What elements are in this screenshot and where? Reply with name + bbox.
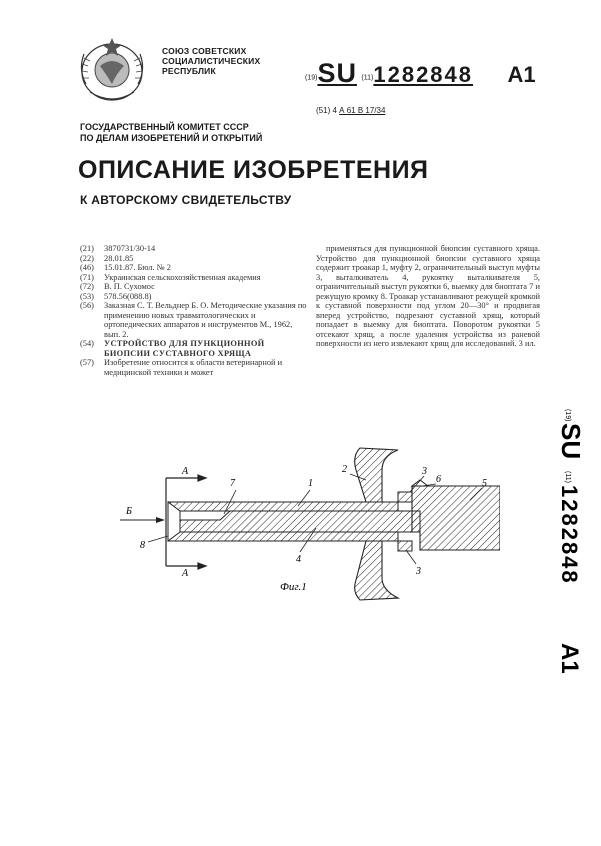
biblio-row <box>80 244 308 254</box>
biblio-row <box>80 273 308 283</box>
label-2: 2 <box>342 464 347 475</box>
document-subtitle: К АВТОРСКОМУ СВИДЕТЕЛЬСТВУ <box>80 193 292 207</box>
view-label-b: Б <box>126 506 132 517</box>
biblio-value: 28.01.85 <box>104 253 134 263</box>
union-name <box>162 46 282 76</box>
label-8: 8 <box>140 540 145 551</box>
label-4: 4 <box>296 554 301 565</box>
committee-line: ПО ДЕЛАМ ИЗОБРЕТЕНИЙ И ОТКРЫТИЙ <box>80 133 263 143</box>
committee-line: ГОСУДАРСТВЕННЫЙ КОМИТЕТ СССР <box>80 122 249 132</box>
inid-code: (56) <box>80 301 94 310</box>
abstract-start: Изобретение относится к области ветеринарной и медицинской техники и может <box>104 358 283 377</box>
inid-code: (57) <box>80 358 94 367</box>
inid-code: (72) <box>80 282 94 291</box>
biblio-value: 578.56(088.8) <box>104 291 152 301</box>
side-inid-19: (19) <box>564 409 571 422</box>
patent-number-block <box>305 58 536 92</box>
abstract-continuation <box>316 244 540 349</box>
biblio-row <box>80 292 308 302</box>
label-3-top: 3 <box>422 466 427 477</box>
patent-number: 1282848 <box>373 62 474 87</box>
label-7: 7 <box>230 478 235 489</box>
ipc-classification <box>316 106 385 115</box>
committee-name <box>80 122 340 144</box>
inid-code: (71) <box>80 272 94 282</box>
figure-1-drawing <box>120 440 500 610</box>
inid-code: (53) <box>80 291 94 301</box>
biblio-value: 15.01.87. Бюл. № 2 <box>104 263 171 272</box>
label-3-bottom: 3 <box>416 566 421 577</box>
inid-19: (19) <box>305 74 318 82</box>
document-title: ОПИСАНИЕ ИЗОБРЕТЕНИЯ <box>78 156 429 184</box>
inid-51: (51) 4 <box>316 106 337 115</box>
biblio-value: Заказная С. Т. Вельднер Б. О. Методические указания по применению новых травматологических и ортопедических аппаратов и инструментов М., 1962, вып. 2. <box>104 301 307 339</box>
label-5: 5 <box>482 478 487 489</box>
side-country-code: SU <box>556 423 586 460</box>
section-label-a-bottom: А <box>182 568 189 579</box>
side-kind-code: A1 <box>556 643 583 674</box>
ipc-code: А 61 В 17/34 <box>339 106 386 115</box>
inid-11: (11) <box>361 74 374 82</box>
inid-code: (22) <box>80 253 94 263</box>
abstract-text: применяться для пункционной биопсии суставного хряща. Устройство для пункционной биопсии суставного хряща содержит троакар 1, муфту 2, ограничительный выступ муфты 3, выталкиватель 4, рукоятку выталкивателя 5, ограничительный выступ рукоятки 6, выемку для биоптата 7 и режущую кромку 8. Троакар устанавливают режущей кромкой к суставной поверхности под углом 20—30° и продвигая вперед устройство, подрезают суставной хрящ, который попадает в выемку для биоптата. Поворотом рукоятки 5 отсекают хрящ, а после удаления устройства из раневой поверхности из него извлекают хрящ для исследований. 3 ил. <box>316 244 540 348</box>
biblio-value: Украинская сельскохозяйственная академия <box>104 272 261 282</box>
biblio-row <box>80 282 308 292</box>
inid-code: (46) <box>80 263 94 272</box>
invention-title: УСТРОЙСТВО ДЛЯ ПУНКЦИОННОЙ БИОПСИИ СУСТАВНОГО ХРЯЩА <box>104 339 265 358</box>
union-line: СОЮЗ СОВЕТСКИХ <box>162 46 247 56</box>
biblio-row <box>80 301 308 339</box>
biblio-row <box>80 263 308 273</box>
biblio-row <box>80 358 308 377</box>
inid-code: (21) <box>80 244 94 253</box>
side-patent-number-text: 1282848 <box>557 485 582 585</box>
bibliographic-data <box>80 244 308 377</box>
biblio-value: 3870731/30-14 <box>104 244 156 253</box>
kind-code: A1 <box>507 62 536 87</box>
label-1: 1 <box>308 478 313 489</box>
side-inid-11: (11) <box>564 471 571 483</box>
inid-code: (54) <box>80 339 94 348</box>
union-line: РЕСПУБЛИК <box>162 66 216 76</box>
country-code: SU <box>317 58 357 88</box>
section-label-a-top: А <box>182 466 189 477</box>
figure-caption: Фиг.1 <box>280 581 307 593</box>
biblio-value: В. П. Сухомос <box>104 282 155 291</box>
biblio-row <box>80 254 308 264</box>
ussr-emblem <box>72 34 152 108</box>
label-6: 6 <box>436 474 441 485</box>
union-line: СОЦИАЛИСТИЧЕСКИХ <box>162 56 261 66</box>
side-patent-number <box>528 405 588 695</box>
biblio-row <box>80 339 308 358</box>
